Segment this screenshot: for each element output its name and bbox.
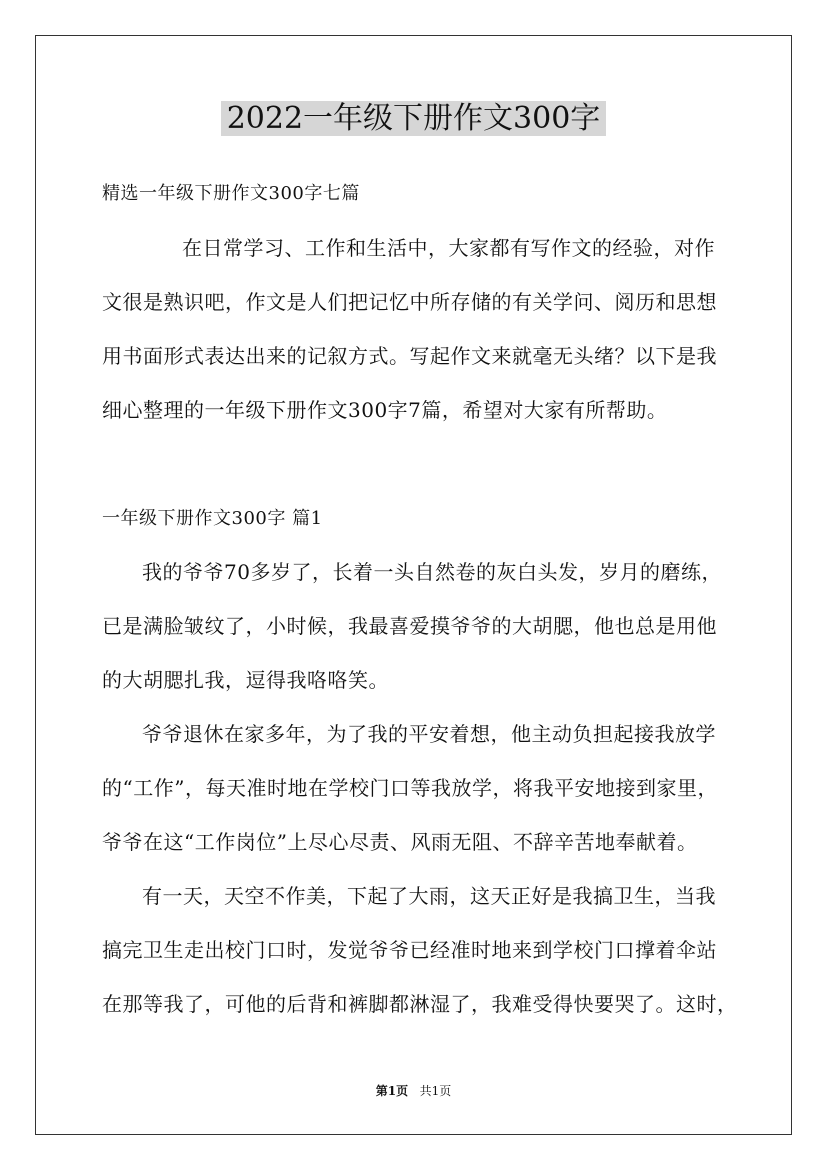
body-line-3: 的大胡腮扎我，逗得我咯咯笑。 [102,668,389,692]
page-total: 共1页 [419,1084,452,1098]
section-heading: 一年级下册作文300字 篇1 [102,508,323,529]
intro-line-3: 用书面形式表达出来的记叙方式。写起作文来就毫无头绪？以下是我 [102,344,717,368]
body-line-1: 我的爷爷70多岁了，长着一头自然卷的灰白头发，岁月的磨练， [142,560,722,584]
document-title-text: 2022一年级下册作文300字 [221,101,607,136]
body-line-9: 在那等我了，可他的后背和裤脚都淋湿了，我难受得快要哭了。这时， [102,992,738,1016]
body-line-4: 爷爷退休在家多年，为了我的平安着想，他主动负担起接我放学 [142,722,716,746]
intro-line-1: 在日常学习、工作和生活中，大家都有写作文的经验，对作 [182,236,715,260]
body-line-2: 已是满脸皱纹了，小时候，我最喜爱摸爷爷的大胡腮，他也总是用他 [102,614,717,638]
body-line-5: 的“工作”，每天准时地在学校门口等我放学，将我平安地接到家里， [102,776,718,800]
intro-line-2: 文很是熟识吧，作文是人们把记忆中所存储的有关学问、阅历和思想 [102,290,717,314]
body-line-6: 爷爷在这“工作岗位”上尽心尽责、风雨无阻、不辞辛苦地奉献着。 [102,830,698,854]
body-line-7: 有一天，天空不作美，下起了大雨，这天正好是我搞卫生，当我 [142,884,716,908]
page-footer [0,1082,827,1100]
document-subtitle: 精选一年级下册作文300字七篇 [102,183,360,204]
page-number: 第1页 [375,1084,409,1098]
document-title [0,98,827,140]
intro-line-4: 细心整理的一年级下册作文300字7篇，希望对大家有所帮助。 [102,398,668,422]
body-line-8: 搞完卫生走出校门口时，发觉爷爷已经准时地来到学校门口撑着伞站 [102,938,717,962]
